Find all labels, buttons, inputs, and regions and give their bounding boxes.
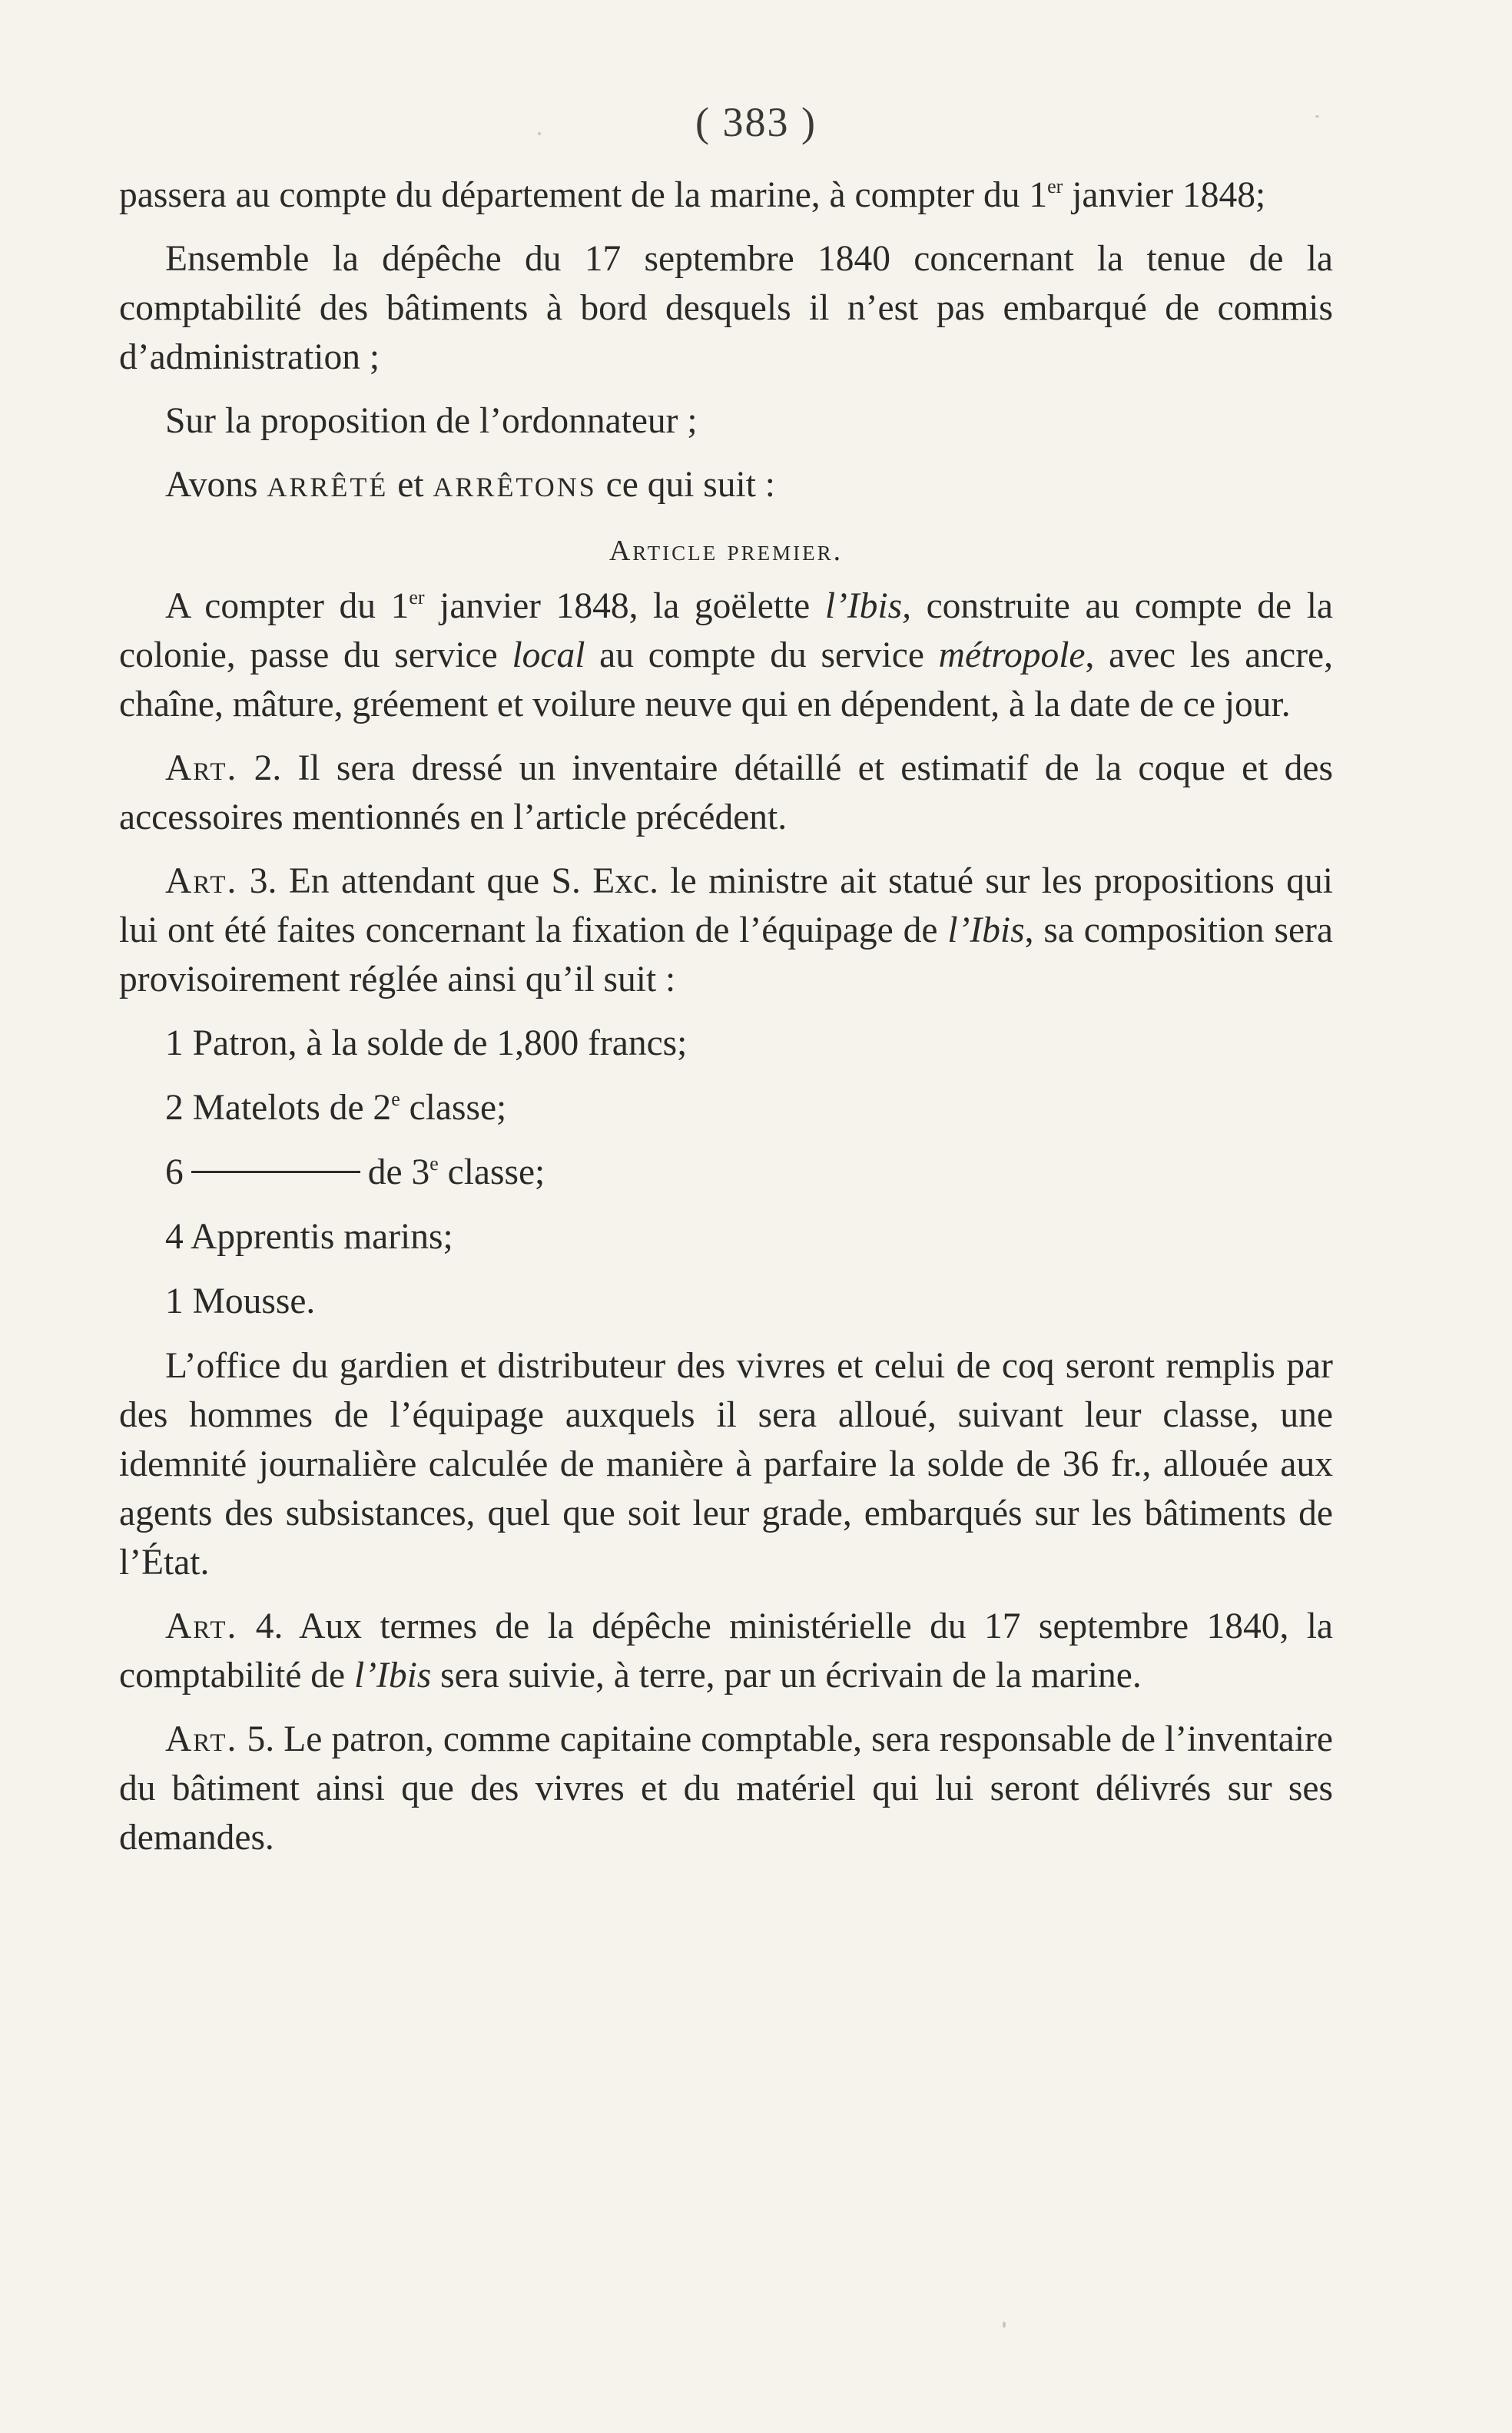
paragraph-article-2 [119,744,1333,842]
paragraph-article-3 [119,857,1333,1004]
paper-speck [538,132,541,135]
paper-speck [1003,2322,1006,2328]
text-span: A compter du 1 [165,586,410,626]
crew-list-item: 4 Apprentis marins; [165,1217,453,1257]
text-span: janvier 1848, la goëlette [424,586,825,626]
crew-list-item: 1 Mousse. [165,1281,316,1321]
crew-list-item: 1 Patron, à la solde de 1,800 francs; [165,1023,688,1063]
paragraph-ensemble: Ensemble la dépêche du 17 septembre 1840 concernant la tenue de la comptabilité des bâtiments à bord desquels il n’est pas embarqué de commis d’administration ; [119,239,1333,377]
small-caps-text: ARRÊTONS [433,472,597,502]
text-span: classe; [400,1088,507,1128]
text-span: de 3 [367,1152,430,1192]
text-span: 5. Le patron, comme capitaine comptable, sera responsable de l’inventaire du bâtiment ainsi que des vivres et du matériel qui lui seront délivrés sur ses demandes. [119,1719,1333,1858]
small-caps-text: ARRÊTÉ [267,472,389,502]
text-span: classe; [438,1152,545,1192]
paragraph-avons-arrete [119,460,1333,512]
crew-list-item [119,1083,1333,1132]
italic-text: local [512,635,585,675]
document-body [119,171,1333,1877]
italic-text: l’Ibis, [824,586,911,626]
article-label: Art. [165,1719,238,1759]
text-span: passera au compte du département de la marine, à compter du 1 [119,175,1048,215]
text-span: janvier 1848; [1063,175,1266,215]
text-span: 4. Aux termes de la dépêche ministérielle du 17 septembre 1840, la comptabilité de [119,1606,1333,1695]
italic-text: l’Ibis [947,910,1025,950]
page-number: ( 383 ) [695,99,817,145]
paragraph-office-gardien: L’office du gardien et distributeur des vivres et celui de coq seront remplis par des hommes de l’équipage auxquels il sera alloué, suivant leur classe, une idemnité journalière calculée de manière à parfaire la solde de 36 fr., allouée aux agents des subsistances, quel que soit leur grade, embarqués sur les bâtiments de l’État. [119,1346,1333,1583]
superscript: er [1047,175,1063,197]
ditto-dash [191,1171,360,1173]
article-label: Art. [165,748,238,788]
text-span: 2. Il sera dressé un inventaire détaillé et estimatif de la coque et des accessoires mentionnés en l’article précédent. [119,748,1333,837]
text-span: , avec les ancre, chaîne, mâture, gréement et voilure neuve qui en dépendent, à la date de ce jour. [119,635,1333,724]
text-span: , sa composition sera provisoirement réglée ainsi qu’il suit : [119,910,1333,999]
text-span: au compte du service [585,635,939,675]
paragraph-continuation [119,171,1333,220]
italic-text: métropole [938,635,1086,675]
article-heading: Article premier. [608,535,844,567]
text-span: Avons [165,465,267,505]
italic-text: l’Ibis [354,1656,432,1695]
text-span: 6 [165,1152,184,1192]
text-span: 3. En attendant que S. Exc. le ministre ait statué sur les propositions qui lui ont été faites concernant la fixation de l’équipage de [119,861,1333,950]
paragraph-article-1 [119,582,1333,729]
text-span: construite au compte de la colonie, passe du service [119,586,1333,675]
text-span: ce qui suit : [596,465,775,505]
superscript: e [429,1152,439,1175]
superscript: e [391,1088,400,1110]
crew-list-item [119,1148,1333,1197]
text-span: sera suivie, à terre, par un écrivain de la marine. [431,1656,1142,1695]
superscript: er [409,586,425,608]
paragraph-proposition: Sur la proposition de l’ordonnateur ; [165,401,698,441]
paper-speck [1315,115,1319,118]
text-span: et [388,465,433,505]
text-span: 2 Matelots de 2 [165,1088,392,1128]
article-label: Art. [165,861,238,901]
paragraph-article-5 [119,1715,1333,1862]
article-label: Art. [165,1606,238,1646]
paragraph-article-4 [119,1602,1333,1700]
